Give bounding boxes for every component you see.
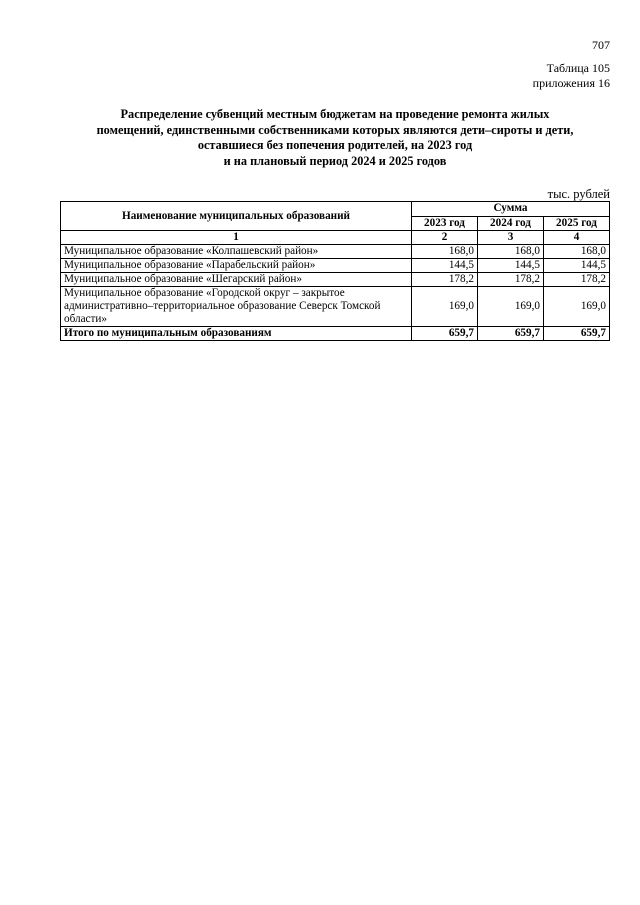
- total-2024: 659,7: [478, 327, 544, 341]
- header-year-2024: 2024 год: [478, 216, 544, 231]
- value-2024: 144,5: [478, 259, 544, 273]
- column-index: 4: [544, 231, 610, 245]
- value-2023: 178,2: [412, 273, 478, 287]
- municipality-name: Муниципальное образование «Колпашевский район»: [61, 245, 412, 259]
- table-row: [61, 287, 610, 327]
- table-number: Таблица 105: [546, 61, 610, 75]
- title-line-4: и на плановый период 2024 и 2025 годов: [223, 153, 447, 168]
- page-number: 707: [592, 38, 610, 52]
- header-year-2023: 2023 год: [412, 216, 478, 231]
- header-year-2025: 2025 год: [544, 216, 610, 231]
- title-line-2: помещений, единственными собственниками которых являются дети–сироты и дети,: [96, 122, 574, 137]
- column-index: 1: [61, 231, 412, 245]
- column-index: 3: [478, 231, 544, 245]
- total-2023: 659,7: [412, 327, 478, 341]
- value-2024: 169,0: [478, 287, 544, 327]
- value-2025: 168,0: [544, 245, 610, 259]
- column-index-row: [61, 231, 610, 245]
- total-label: Итого по муниципальным образованиям: [61, 327, 412, 341]
- appendix-number: приложения 16: [532, 76, 610, 90]
- value-2024: 178,2: [478, 273, 544, 287]
- title-line-3: оставшиеся без попечения родителей, на 2023 год: [197, 138, 473, 152]
- subventions-table: [60, 201, 610, 341]
- value-2023: 144,5: [412, 259, 478, 273]
- municipality-name: Муниципальное образование «Шегарский район»: [61, 273, 412, 287]
- value-2024: 168,0: [478, 245, 544, 259]
- column-index: 2: [412, 231, 478, 245]
- total-2025: 659,7: [544, 327, 610, 341]
- table-row: [61, 273, 610, 287]
- table-row: [61, 259, 610, 273]
- document-title: [60, 107, 610, 169]
- table-row: [61, 245, 610, 259]
- value-2025: 169,0: [544, 287, 610, 327]
- value-2025: 178,2: [544, 273, 610, 287]
- value-2023: 169,0: [412, 287, 478, 327]
- value-2023: 168,0: [412, 245, 478, 259]
- units-label: тыс. рублей: [547, 187, 610, 201]
- header-municipality: Наименование муниципальных образований: [61, 202, 412, 231]
- value-2025: 144,5: [544, 259, 610, 273]
- table-reference: [533, 61, 610, 91]
- total-row: [61, 327, 610, 341]
- header-sum: Сумма: [412, 202, 610, 217]
- header-row: [61, 202, 610, 217]
- municipality-name: Муниципальное образование «Парабельский район»: [61, 259, 412, 273]
- municipality-name: Муниципальное образование «Городской округ – закрытое административно–территориальное образование Северск Томской области»: [61, 287, 412, 327]
- title-line-1: Распределение субвенций местным бюджетам на проведение ремонта жилых: [120, 107, 550, 121]
